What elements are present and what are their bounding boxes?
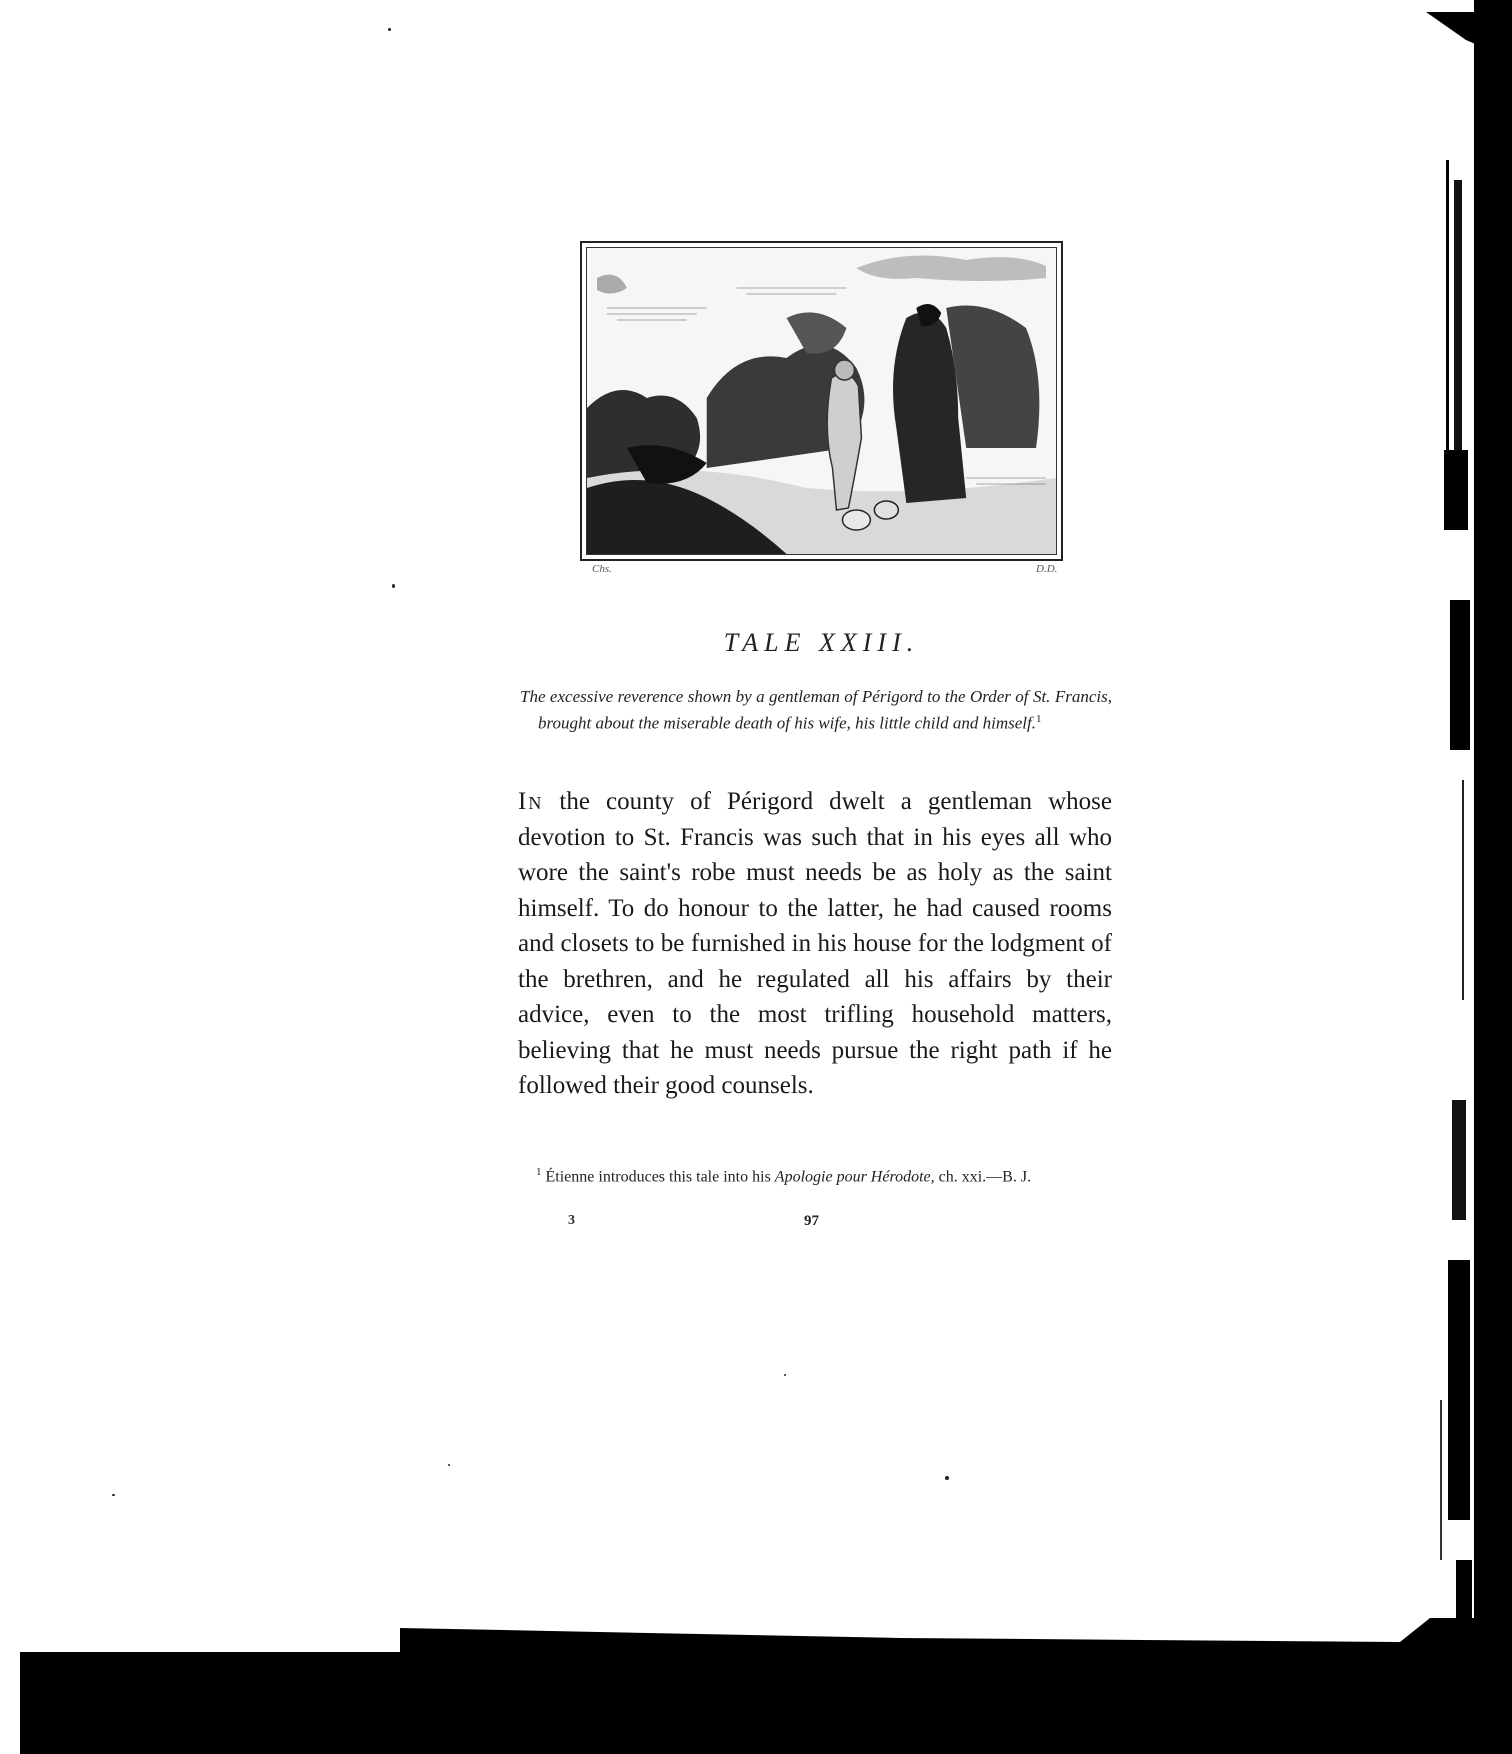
footnote-text-after: ch. xxi.—B. J.	[934, 1168, 1032, 1186]
opening-word: In	[518, 788, 544, 815]
body-text: the county of Périgord dwelt a gentleman whose devotion to St. Francis was such that in his eyes all who wore the saint's robe must needs be as holy as the saint himself. To do honour to the latter, he had caused rooms and closets to be furnished in his house for the lodgment of the brethren, and he regulated all his affairs by their advice, even to the most trifling household matters, believing that he must needs pursue the right path if he followed their good counsels.	[518, 788, 1112, 1099]
engraving-illustration	[587, 248, 1056, 554]
footnote-mark: 1	[536, 1166, 542, 1178]
tale-summary	[520, 686, 1112, 735]
footnote-work-title: Apologie pour Hérodote,	[774, 1168, 935, 1186]
footnote-text-before: Étienne introduces this tale into his	[545, 1168, 775, 1186]
summary-text: The excessive reverence shown by a gentleman of Périgord to the Order of St. Francis, brought about the miserable death of his wife, his little child and himself.	[520, 687, 1112, 733]
summary-footnote-mark: 1	[1036, 713, 1042, 725]
scan-speck	[945, 1476, 949, 1480]
scan-speck	[388, 28, 391, 31]
body-paragraph	[518, 784, 1112, 1104]
scan-speck	[392, 584, 395, 588]
engraver-credit-right: D.D.	[1036, 563, 1058, 575]
engraving-plate	[580, 241, 1063, 561]
scan-speck	[112, 1494, 115, 1496]
footnote	[514, 1162, 1112, 1187]
page-number: 97	[804, 1213, 819, 1229]
scan-speck	[784, 1374, 786, 1376]
engraver-credit-left: Chs.	[592, 563, 612, 575]
tale-title: TALE XXIII.	[723, 628, 920, 657]
scan-speck	[448, 1464, 450, 1466]
signature-mark: 3	[568, 1213, 575, 1228]
